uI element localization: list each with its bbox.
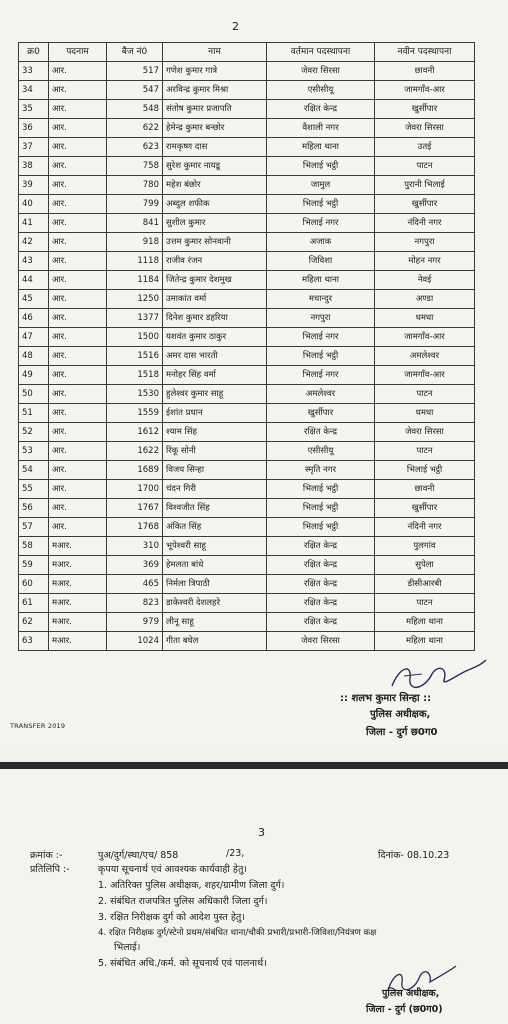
cell-rank: मआर. [49, 575, 107, 594]
cell-rank: आर. [49, 309, 107, 328]
cell-current-posting: भिलाई भट्ठी [267, 157, 375, 176]
cell-rank: आर. [49, 423, 107, 442]
cell-new-posting: उतई [375, 138, 475, 157]
cell-badge: 1768 [107, 518, 163, 537]
cell-badge: 1377 [107, 309, 163, 328]
cell-rank: आर. [49, 157, 107, 176]
signatory-district: जिला - दुर्ग छ0ग0 [366, 727, 438, 738]
cell-serial: 37 [19, 138, 49, 157]
signatory-name: :: शलभ कुमार सिन्हा :: [340, 693, 432, 704]
header-new-posting: नवीन पदस्थापना [375, 43, 475, 62]
table-row [19, 499, 475, 518]
cell-new-posting: महिला थाना [375, 613, 475, 632]
cell-name: गणेश कुमार गात्रे [163, 62, 267, 81]
cell-badge: 1767 [107, 499, 163, 518]
cell-rank: मआर. [49, 594, 107, 613]
cell-new-posting: नगपुरा [375, 233, 475, 252]
cell-badge: 1559 [107, 404, 163, 423]
cell-new-posting: नेवई [375, 271, 475, 290]
cell-badge: 623 [107, 138, 163, 157]
cell-new-posting: खुर्सीपार [375, 499, 475, 518]
cell-current-posting: रक्षित केन्द्र [267, 556, 375, 575]
cell-badge: 799 [107, 195, 163, 214]
cell-serial: 62 [19, 613, 49, 632]
cell-name: श्याम सिंह [163, 423, 267, 442]
cell-new-posting: मोहन नगर [375, 252, 475, 271]
cell-badge: 841 [107, 214, 163, 233]
cell-current-posting: भिलाई नगर [267, 214, 375, 233]
cell-rank: आर. [49, 119, 107, 138]
list-item: भिलाई। [114, 942, 141, 953]
cell-name: जितेन्द्र कुमार देशमुख [163, 271, 267, 290]
cell-name: हेमेन्द्र कुमार बन्छोर [163, 119, 267, 138]
cell-current-posting: अमलेश्वर [267, 385, 375, 404]
cell-current-posting: जामुल [267, 176, 375, 195]
table-row [19, 366, 475, 385]
header-badge: बैज नं0 [107, 43, 163, 62]
cell-new-posting: पाटन [375, 442, 475, 461]
cell-new-posting: खुर्सीपार [375, 195, 475, 214]
list-item: 2. संबंधित राजपत्रित पुलिस अधिकारी जिला दुर्ग। [98, 896, 268, 907]
cell-badge: 1500 [107, 328, 163, 347]
cell-name: संतोष कुमार प्रजापति [163, 100, 267, 119]
cell-badge: 780 [107, 176, 163, 195]
cell-serial: 38 [19, 157, 49, 176]
table-row [19, 632, 475, 651]
cell-name: रामकृष्ण दास [163, 138, 267, 157]
cell-new-posting: पुलगांव [375, 537, 475, 556]
header-rank: पदनाम [49, 43, 107, 62]
cell-new-posting: धमधा [375, 404, 475, 423]
page-divider [0, 762, 508, 769]
cell-serial: 36 [19, 119, 49, 138]
cell-new-posting: नंदिनी नगर [375, 214, 475, 233]
cell-current-posting: मचान्दुर [267, 290, 375, 309]
list-item: 4. रक्षित निरीक्षक दुर्ग/स्टेनो प्रथम/संबंधित थाना/चौकी प्रभारी/प्रभारी-जिविशा/नियंत्रण कक्ष [98, 928, 377, 938]
cell-name: हुलेश्वर कुमार साहू [163, 385, 267, 404]
footer-note: TRANSFER 2019 [10, 722, 66, 730]
table-row [19, 176, 475, 195]
cell-rank: आर. [49, 442, 107, 461]
table-row [19, 404, 475, 423]
pratilipi-intro: कृपया सूचनार्थ एवं आवश्यक कार्यवाही हेतु। [98, 864, 247, 875]
cell-rank: आर. [49, 328, 107, 347]
table-row [19, 442, 475, 461]
cell-serial: 52 [19, 423, 49, 442]
table-row [19, 119, 475, 138]
cell-new-posting: पुरानी भिलाई [375, 176, 475, 195]
cell-rank: आर. [49, 195, 107, 214]
cell-name: डाकेश्वरी देशलहरे [163, 594, 267, 613]
cell-current-posting: महिला थाना [267, 271, 375, 290]
cell-serial: 40 [19, 195, 49, 214]
table-row [19, 328, 475, 347]
cell-badge: 548 [107, 100, 163, 119]
cell-current-posting: स्मृति नगर [267, 461, 375, 480]
cell-current-posting: एसीसीयू [267, 442, 375, 461]
signatory-designation: पुलिस अधीक्षक, [370, 709, 431, 720]
cell-serial: 59 [19, 556, 49, 575]
cell-current-posting: भिलाई भट्ठी [267, 480, 375, 499]
cell-badge: 979 [107, 613, 163, 632]
cell-badge: 1530 [107, 385, 163, 404]
cell-name: अमर दास भारती [163, 347, 267, 366]
cell-name: यशवंत कुमार ठाकुर [163, 328, 267, 347]
table-row [19, 138, 475, 157]
cell-name: सुरेश कुमार नायडू [163, 157, 267, 176]
cell-serial: 33 [19, 62, 49, 81]
cell-serial: 55 [19, 480, 49, 499]
page-number-two: 3 [258, 826, 265, 839]
cell-name: दिनेश कुमार डहरिया [163, 309, 267, 328]
cell-current-posting: भिलाई भट्ठी [267, 499, 375, 518]
cell-current-posting: रक्षित केन्द्र [267, 575, 375, 594]
cell-serial: 61 [19, 594, 49, 613]
cell-badge: 1622 [107, 442, 163, 461]
cell-name: उमाकांत वर्मा [163, 290, 267, 309]
table-row [19, 480, 475, 499]
date-label: दिनांक- 08.10.23 [378, 850, 450, 861]
cell-badge: 1518 [107, 366, 163, 385]
cell-rank: आर. [49, 290, 107, 309]
table-row [19, 252, 475, 271]
table-row [19, 62, 475, 81]
cell-rank: आर. [49, 366, 107, 385]
cell-rank: आर. [49, 81, 107, 100]
table-row [19, 214, 475, 233]
cell-name: भूपेश्वरी साहू [163, 537, 267, 556]
cell-new-posting: जेवरा सिरसा [375, 119, 475, 138]
cell-serial: 53 [19, 442, 49, 461]
cell-current-posting: जेवरा सिरसा [267, 632, 375, 651]
table-header-row [19, 43, 475, 62]
cell-rank: मआर. [49, 537, 107, 556]
cell-new-posting: जामगाँव-आर [375, 366, 475, 385]
table-row [19, 271, 475, 290]
cell-new-posting: पाटन [375, 594, 475, 613]
cell-rank: आर. [49, 271, 107, 290]
cell-name: महेश बंछोर [163, 176, 267, 195]
header-serial: क्र0 [19, 43, 49, 62]
header-name: नाम [163, 43, 267, 62]
cell-serial: 50 [19, 385, 49, 404]
table-row [19, 309, 475, 328]
cell-serial: 47 [19, 328, 49, 347]
cell-rank: आर. [49, 404, 107, 423]
table-row [19, 347, 475, 366]
cell-rank: आर. [49, 233, 107, 252]
cell-serial: 35 [19, 100, 49, 119]
cell-new-posting: जेवरा सिरसा [375, 423, 475, 442]
cell-serial: 51 [19, 404, 49, 423]
cell-rank: आर. [49, 252, 107, 271]
cell-badge: 1184 [107, 271, 163, 290]
cell-new-posting: नंदिनी नगर [375, 518, 475, 537]
page-number: 2 [232, 20, 239, 33]
cell-serial: 56 [19, 499, 49, 518]
cell-name: मनोहर सिंह वर्मा [163, 366, 267, 385]
cell-badge: 758 [107, 157, 163, 176]
cell-rank: मआर. [49, 556, 107, 575]
cell-current-posting: रक्षित केन्द्र [267, 613, 375, 632]
cell-rank: आर. [49, 518, 107, 537]
cell-name: लीनू साहू [163, 613, 267, 632]
cell-current-posting: जेवरा सिरसा [267, 62, 375, 81]
cell-current-posting: अजाक [267, 233, 375, 252]
kramank-label: क्रमांक :- [30, 850, 63, 861]
list-item: 3. रक्षित निरीक्षक दुर्ग को आदेश पुस्त हेतु। [98, 912, 245, 923]
cell-serial: 58 [19, 537, 49, 556]
cell-serial: 48 [19, 347, 49, 366]
cell-badge: 1118 [107, 252, 163, 271]
cell-name: निर्मला त्रिपाठी [163, 575, 267, 594]
table-row [19, 100, 475, 119]
cell-current-posting: जिविशा [267, 252, 375, 271]
cell-badge: 1250 [107, 290, 163, 309]
table-row [19, 575, 475, 594]
table-row [19, 461, 475, 480]
cell-name: उत्तम कुमार सोनवानी [163, 233, 267, 252]
kramank-suffix: /23, [226, 848, 245, 859]
cell-badge: 465 [107, 575, 163, 594]
cell-badge: 1700 [107, 480, 163, 499]
cell-badge: 517 [107, 62, 163, 81]
cell-rank: आर. [49, 176, 107, 195]
cell-new-posting: खुर्सीपार [375, 100, 475, 119]
table-row [19, 613, 475, 632]
cell-new-posting: जामगाँव-आर [375, 81, 475, 100]
cell-current-posting: रक्षित केन्द्र [267, 594, 375, 613]
cell-serial: 60 [19, 575, 49, 594]
cell-current-posting: खुर्सीपार [267, 404, 375, 423]
cell-current-posting: एसीसीयू [267, 81, 375, 100]
cell-new-posting: डीसीआरबी [375, 575, 475, 594]
cell-rank: आर. [49, 480, 107, 499]
cell-new-posting: अमलेश्वर [375, 347, 475, 366]
cell-name: गीता बघेल [163, 632, 267, 651]
cell-badge: 1024 [107, 632, 163, 651]
cell-badge: 918 [107, 233, 163, 252]
cell-current-posting: भिलाई नगर [267, 366, 375, 385]
table-row [19, 157, 475, 176]
cell-badge: 1689 [107, 461, 163, 480]
cell-name: अंकित सिंह [163, 518, 267, 537]
cell-new-posting: भिलाई भट्ठी [375, 461, 475, 480]
cell-name: विजय सिन्हा [163, 461, 267, 480]
cell-serial: 63 [19, 632, 49, 651]
table-row [19, 81, 475, 100]
cell-current-posting: भिलाई भट्ठी [267, 518, 375, 537]
cell-serial: 54 [19, 461, 49, 480]
header-current-posting: वर्तमान पदस्थापना [267, 43, 375, 62]
cell-badge: 823 [107, 594, 163, 613]
cell-serial: 41 [19, 214, 49, 233]
cell-new-posting: महिला थाना [375, 632, 475, 651]
cell-current-posting: रक्षित केन्द्र [267, 423, 375, 442]
table-row [19, 385, 475, 404]
cell-rank: आर. [49, 347, 107, 366]
cell-serial: 45 [19, 290, 49, 309]
cell-new-posting: जामगाँव-आर [375, 328, 475, 347]
cell-serial: 57 [19, 518, 49, 537]
cell-rank: आर. [49, 100, 107, 119]
table-row [19, 594, 475, 613]
table-row [19, 518, 475, 537]
signatory-designation-two: पुलिस अधीक्षक, [382, 988, 440, 999]
cell-rank: आर. [49, 385, 107, 404]
cell-new-posting: पाटन [375, 385, 475, 404]
list-item: 1. अतिरिक्त पुलिस अधीक्षक, शहर/ग्रामीण जिला दुर्ग। [98, 880, 285, 891]
cell-rank: मआर. [49, 613, 107, 632]
cell-current-posting: भिलाई नगर [267, 328, 375, 347]
cell-current-posting: महिला थाना [267, 138, 375, 157]
table-row [19, 233, 475, 252]
list-item: 5. संबंधित अधि./कर्म. को सूचनार्थ एवं पालनार्थ। [98, 958, 267, 969]
cell-name: सुशील कुमार [163, 214, 267, 233]
cell-new-posting: छावनी [375, 480, 475, 499]
cell-name: अब्दुल शफीक [163, 195, 267, 214]
cell-badge: 1612 [107, 423, 163, 442]
signatory-district-two: जिला - दुर्ग (छ0ग0) [366, 1004, 443, 1015]
cell-badge: 547 [107, 81, 163, 100]
cell-current-posting: नगपुरा [267, 309, 375, 328]
table-row [19, 290, 475, 309]
cell-current-posting: भिलाई भट्ठी [267, 195, 375, 214]
cell-rank: आर. [49, 461, 107, 480]
cell-serial: 43 [19, 252, 49, 271]
cell-serial: 44 [19, 271, 49, 290]
cell-new-posting: छावनी [375, 62, 475, 81]
cell-name: विश्वजीत सिंह [163, 499, 267, 518]
cell-rank: मआर. [49, 632, 107, 651]
table-row [19, 423, 475, 442]
cell-badge: 369 [107, 556, 163, 575]
cell-current-posting: भिलाई भट्ठी [267, 347, 375, 366]
cell-rank: आर. [49, 499, 107, 518]
cell-badge: 310 [107, 537, 163, 556]
cell-name: अरविन्द्र कुमार मिश्रा [163, 81, 267, 100]
cell-badge: 1516 [107, 347, 163, 366]
cell-name: हेमलता बांधे [163, 556, 267, 575]
cell-badge: 622 [107, 119, 163, 138]
cell-new-posting: धमधा [375, 309, 475, 328]
cell-current-posting: रक्षित केन्द्र [267, 537, 375, 556]
cell-rank: आर. [49, 138, 107, 157]
cell-current-posting: रक्षित केन्द्र [267, 100, 375, 119]
cell-name: चंदन गिरी [163, 480, 267, 499]
table-row [19, 556, 475, 575]
pratilipi-label: प्रतिलिपि :- [30, 864, 70, 875]
cell-name: रिंकू सोनी [163, 442, 267, 461]
kramank-value: पुअ/दुर्ग/स्था/एच/ 858 [98, 850, 179, 861]
cell-serial: 39 [19, 176, 49, 195]
cell-serial: 34 [19, 81, 49, 100]
cell-new-posting: पाटन [375, 157, 475, 176]
cell-name: राजीव रंजन [163, 252, 267, 271]
table-row [19, 537, 475, 556]
cell-new-posting: सुपेला [375, 556, 475, 575]
cell-rank: आर. [49, 214, 107, 233]
table-row [19, 195, 475, 214]
cell-name: ईशांत प्रधान [163, 404, 267, 423]
cell-serial: 49 [19, 366, 49, 385]
cell-rank: आर. [49, 62, 107, 81]
cell-new-posting: अण्डा [375, 290, 475, 309]
transfer-table [18, 42, 475, 651]
cell-current-posting: वैशाली नगर [267, 119, 375, 138]
cell-serial: 42 [19, 233, 49, 252]
cell-serial: 46 [19, 309, 49, 328]
